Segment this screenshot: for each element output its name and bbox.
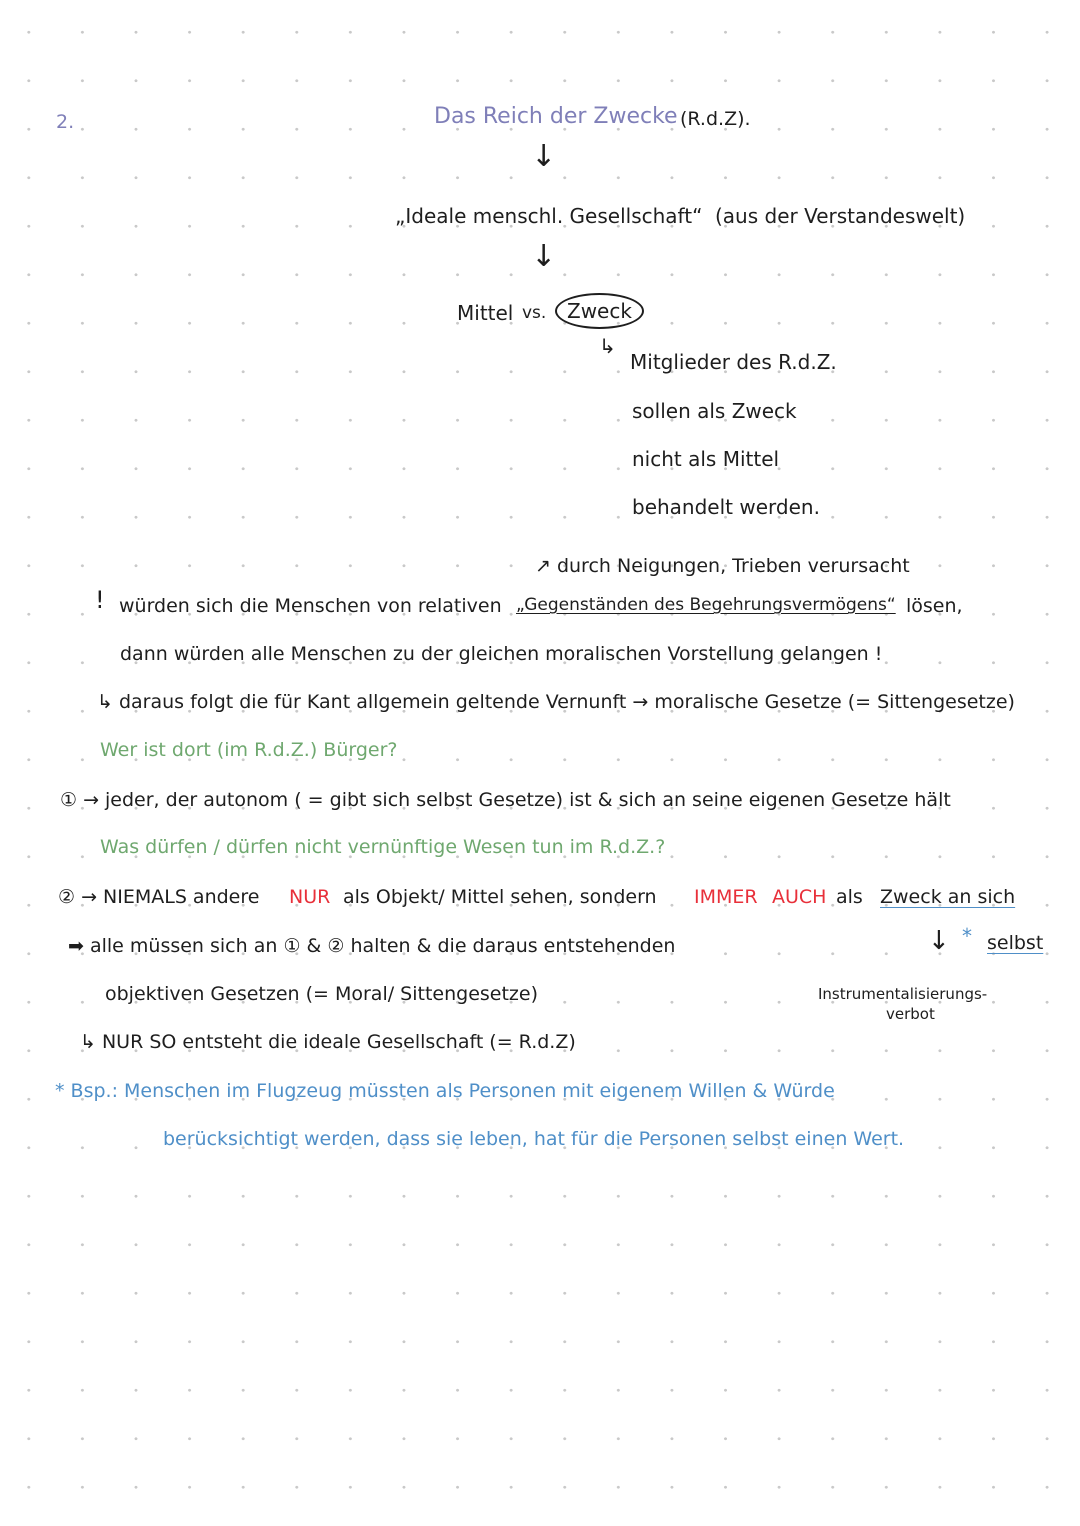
point-2d: Zweck an sich [880, 886, 1016, 908]
exclamation-mark: ! [95, 586, 105, 614]
member-line-1: Mitglieder des R.d.Z. [630, 350, 837, 374]
zweck-oval: Zweck [555, 293, 644, 329]
instrumentalisierung-label-1: Instrumentalisierungs- [818, 985, 988, 1003]
down-arrow-icon: ↓ [531, 139, 557, 174]
diagram-subtitle-note: (aus der Verstandeswelt) [715, 204, 966, 228]
line-3: ↳ daraus folgt die für Kant allgemein geltende Vernunft → moralische Gesetze (= Sittengesetze) [97, 691, 1015, 713]
instrumentalisierung-label-2: verbot [886, 1005, 935, 1023]
point-2c: als [836, 886, 863, 908]
line-1c: lösen, [906, 595, 963, 617]
hook-arrow-icon: ↳ [599, 334, 616, 358]
question-2: Was dürfen / dürfen nicht vernünftige Wesen tun im R.d.Z.? [100, 836, 666, 858]
annotation-note: ↗ durch Neigungen, Trieben verursacht [535, 555, 910, 577]
mittel-label: Mittel [457, 301, 514, 325]
point-2-auch: AUCH [772, 886, 827, 908]
down-arrow-icon: ↓ [531, 239, 557, 274]
section-number: 2. [56, 111, 75, 133]
point-1: ① → jeder, der autonom ( = gibt sich selbst Gesetze) ist & sich an seine eigenen Gesetze hält [60, 789, 951, 811]
member-line-3: nicht als Mittel [632, 447, 780, 471]
member-line-2: sollen als Zweck [632, 399, 797, 423]
down-arrow-icon: ↓ [928, 926, 950, 956]
line-1b: „Gegenständen des Begehrungsvermögens“ [516, 595, 896, 615]
diagram-subtitle: „Ideale menschl. Gesellschaft“ [395, 204, 703, 228]
selbst-note: selbst [987, 932, 1044, 954]
line-2: dann würden alle Menschen zu der gleichen moralischen Vorstellung gelangen ! [120, 643, 883, 665]
line-alle: ➡ alle müssen sich an ① & ② halten & die daraus entstehenden [68, 935, 676, 957]
line-nur-so: ↳ NUR SO entsteht die ideale Gesellschaft (= R.d.Z) [80, 1031, 576, 1053]
line-objektiv: objektiven Gesetzen (= Moral/ Sittengesetze) [105, 983, 538, 1005]
question-1: Wer ist dort (im R.d.Z.) Bürger? [100, 739, 398, 761]
example-line-2: berücksichtigt werden, dass sie leben, hat für die Personen selbst einen Wert. [163, 1128, 905, 1150]
versus-label: vs. [522, 303, 547, 323]
diagram-title: Das Reich der Zwecke [434, 104, 678, 129]
diagram-title-abbr: (R.d.Z). [680, 108, 751, 130]
example-line-1: * Bsp.: Menschen im Flugzeug müssten als Personen mit eigenem Willen & Würde [55, 1080, 835, 1102]
point-2-immer: IMMER [694, 886, 758, 908]
point-2b: als Objekt/ Mittel sehen, sondern [343, 886, 657, 908]
point-2-nur: NUR [289, 886, 331, 908]
member-line-4: behandelt werden. [632, 495, 820, 519]
line-1a: würden sich die Menschen von relativen [119, 595, 502, 617]
point-2a: ② → NIEMALS andere [58, 886, 260, 908]
star-marker: * [962, 924, 972, 948]
